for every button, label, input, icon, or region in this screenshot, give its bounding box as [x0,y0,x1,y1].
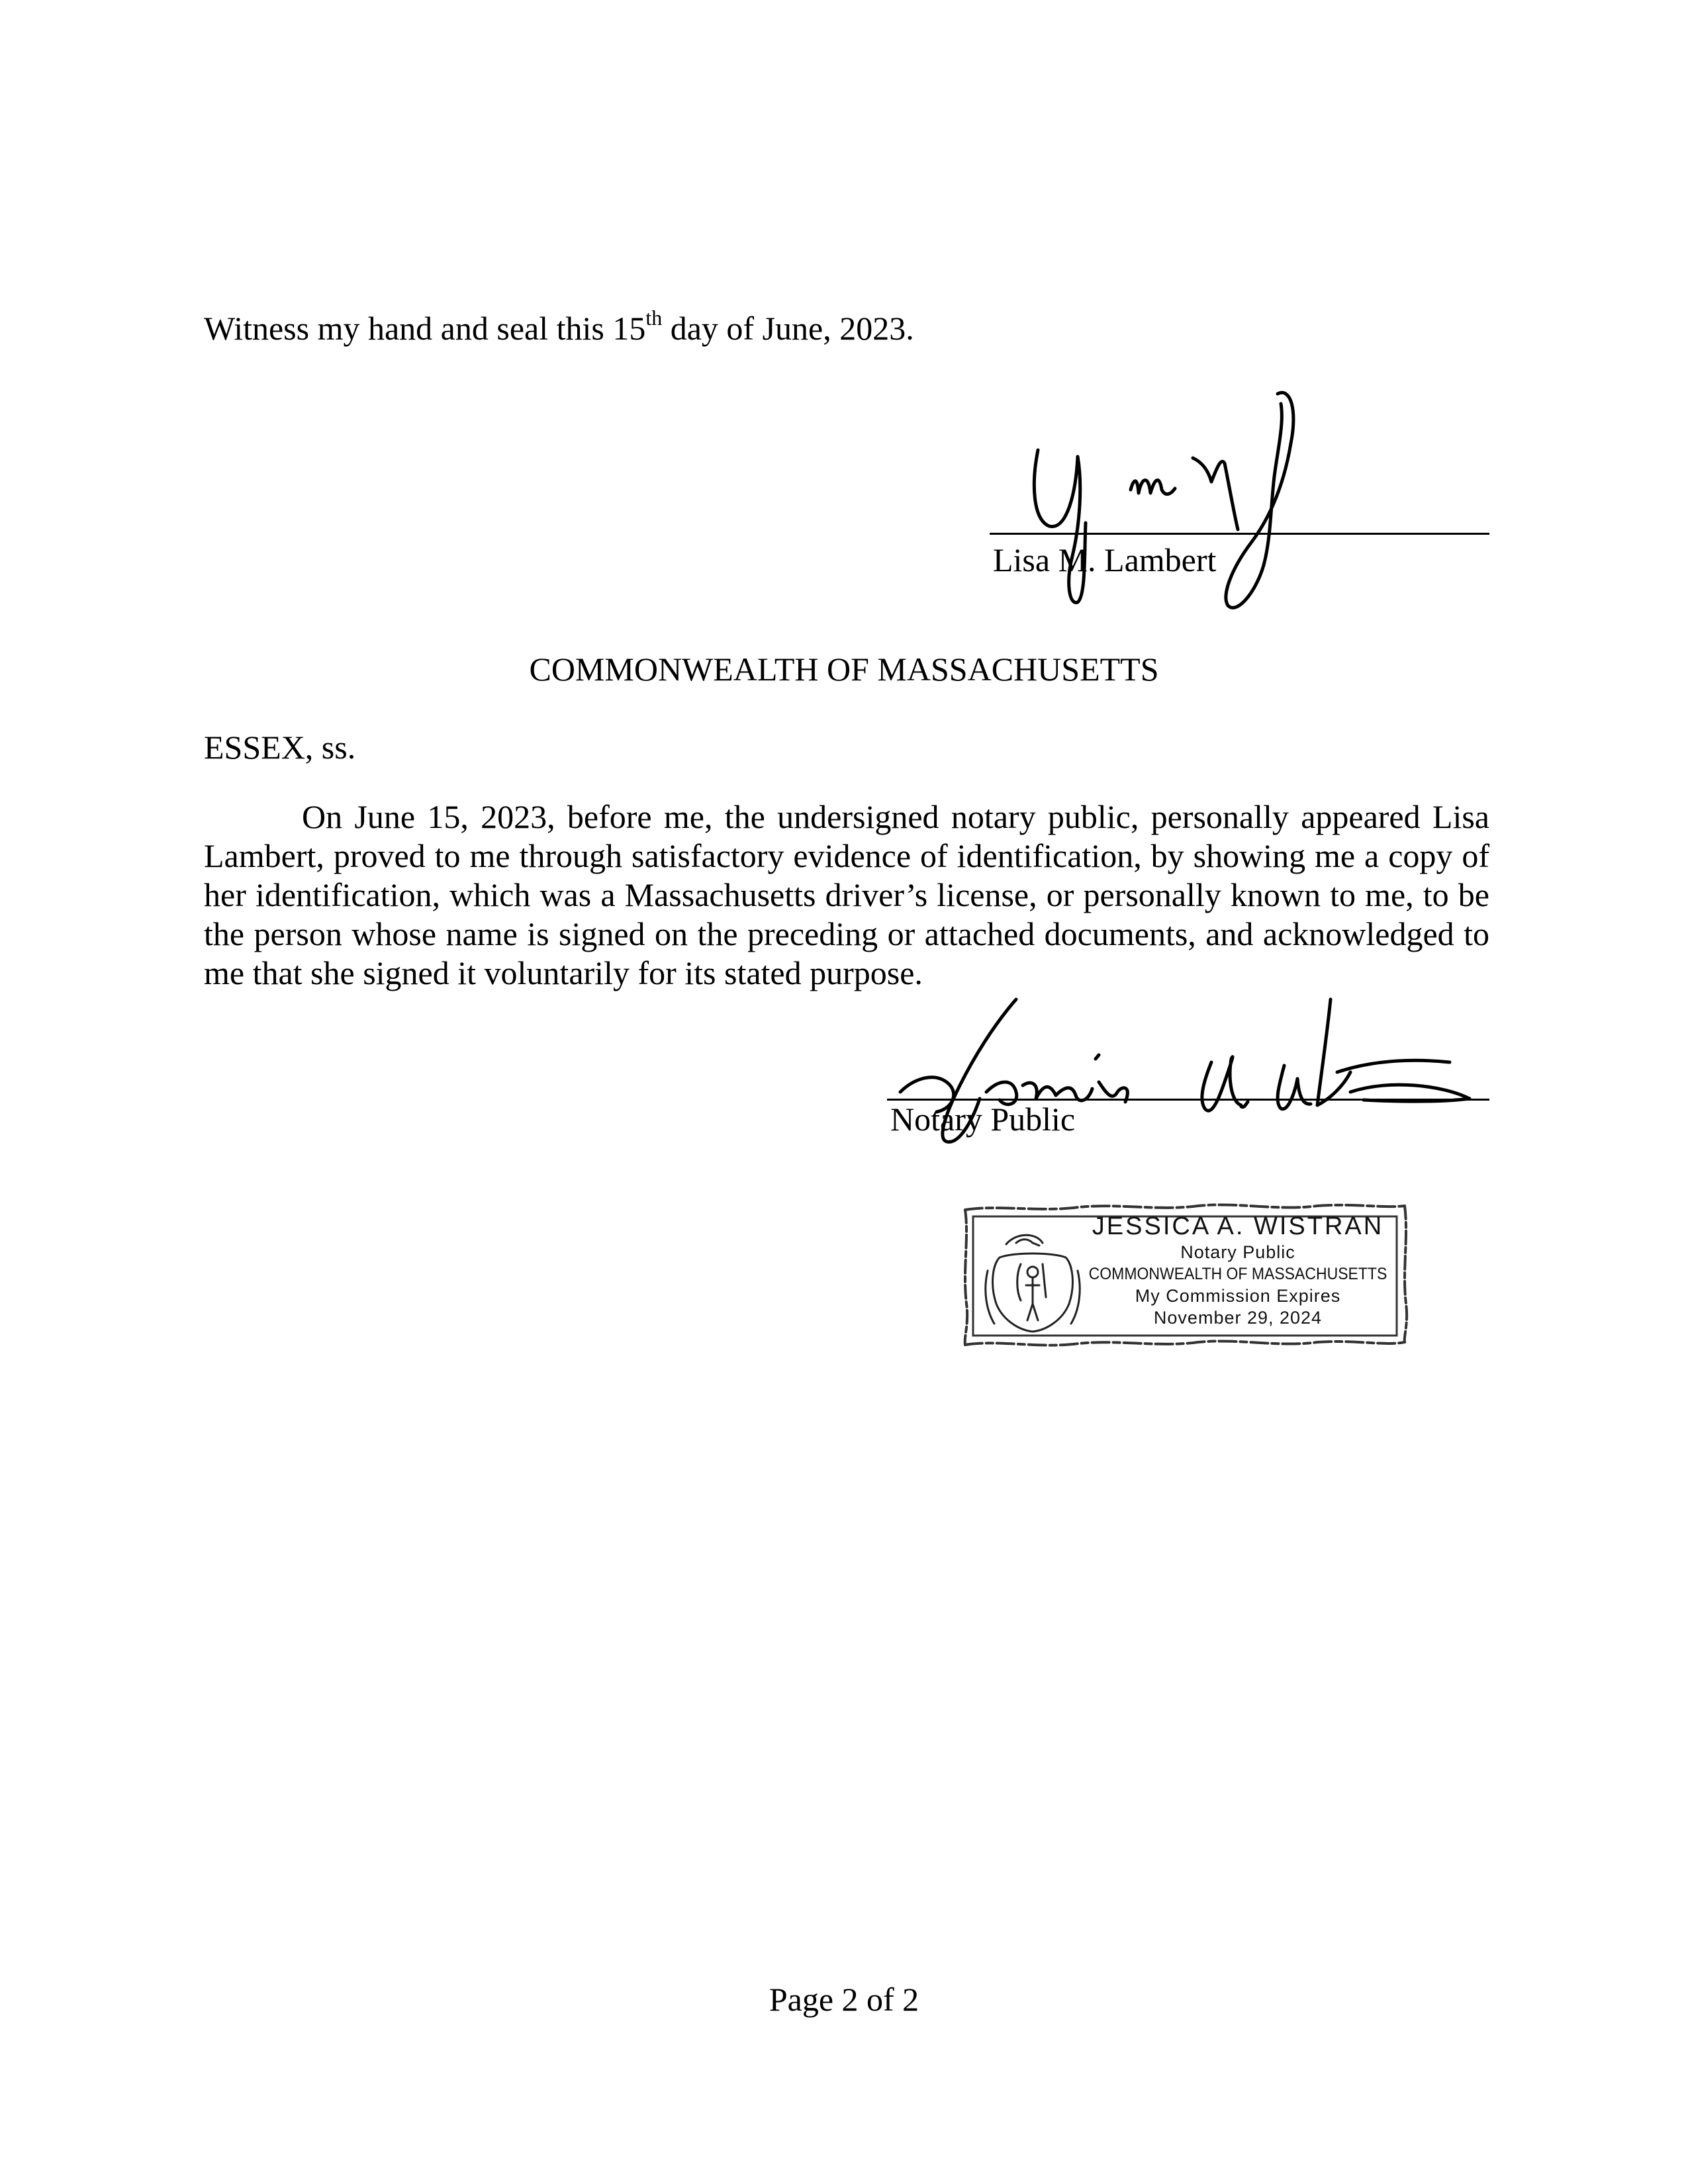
stamp-title: Notary Public [1180,1242,1295,1262]
witness-suffix: day of June, 2023. [662,310,914,347]
notary-stamp [960,1198,1410,1353]
commonwealth-heading: COMMONWEALTH OF MASSACHUSETTS [529,651,1159,688]
stamp-jurisdiction: COMMONWEALTH OF MASSACHUSETTS [1088,1265,1387,1283]
county-venue: ESSEX, ss. [204,729,356,766]
stamp-commission-label: My Commission Expires [1135,1286,1341,1306]
acknowledgment-text: On June 15, 2023, before me, the undersigned notary public, personally appeared Lisa Lambert, proved to me through satisfactory evidence of identification, by showing me a copy of her identification, which was a Massachusetts driver’s license, or personally known to me, to be the person whose name is signed on the preceding or attached documents, and acknowledged to me that she signed it voluntarily for its stated purpose. [204,798,1489,991]
stamp-text-block [1076,1211,1400,1329]
signer-name: Lisa M. Lambert [993,541,1217,578]
notary-public-label: Notary Public [890,1101,1076,1138]
witness-ordinal-suffix: th [645,306,663,330]
signer-signature [1019,384,1390,622]
witness-statement [204,308,914,349]
notary-signature [874,986,1503,1158]
massachusetts-seal-icon [980,1224,1086,1337]
acknowledgment-paragraph [204,797,1489,993]
page-number: Page 2 of 2 [769,1981,919,2018]
stamp-notary-name: JESSICA A. WISTRAN [1092,1212,1384,1240]
stamp-expiration-date: November 29, 2024 [1153,1308,1323,1328]
witness-prefix: Witness my hand and seal this 15 [204,310,646,347]
